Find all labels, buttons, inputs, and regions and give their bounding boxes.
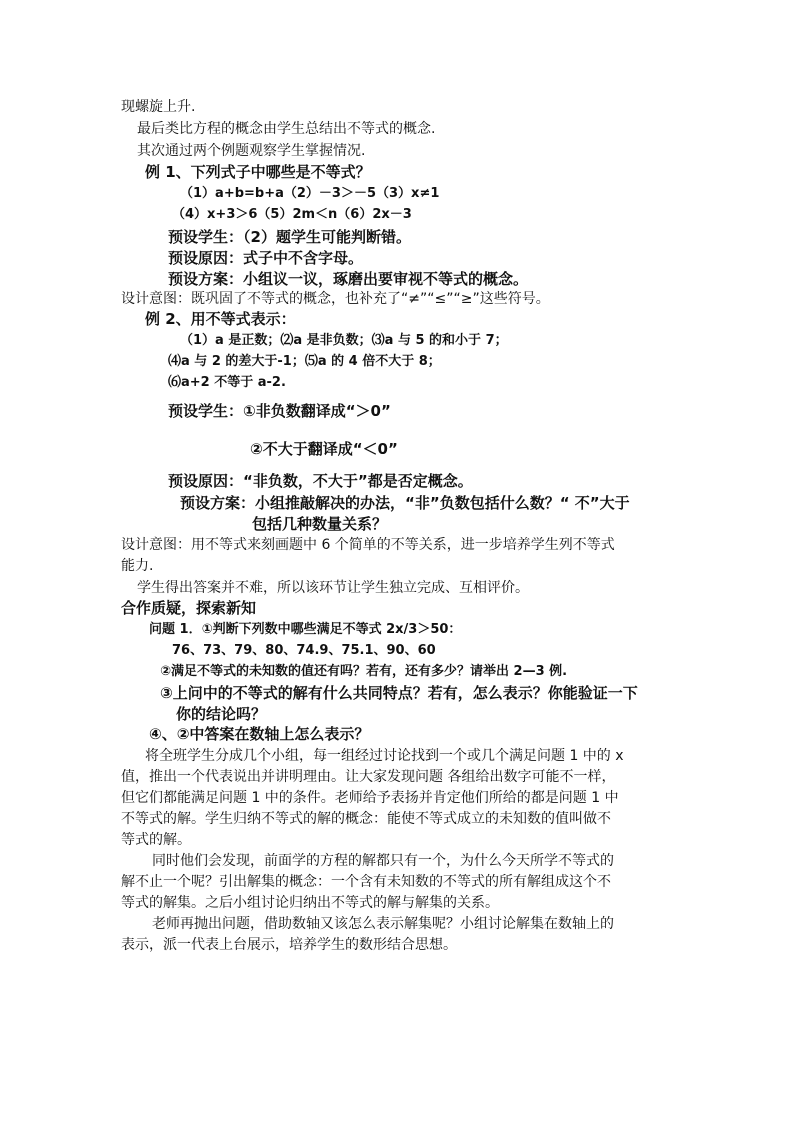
example-heading: 例 2、用不等式表示： <box>145 310 296 328</box>
text-line: ④、②中答案在数轴上怎么表示？ <box>149 725 370 743</box>
text-line: ②满足不等式的未知数的值还有吗？若有，还有多少？请举出 2—3 例. <box>160 664 568 679</box>
text-line: ③上问中的不等式的解有什么共同特点？若有，怎么表示？你能验证一下 <box>160 684 638 702</box>
text-line: 预设学生：①非负数翻译成“＞0” <box>168 402 391 420</box>
example-heading: 例 1、下列式子中哪些是不等式？ <box>145 163 371 181</box>
text-line: 能力. <box>121 558 154 574</box>
paragraph-line: 值，推出一个代表说出并讲明理由。让大家发现问题 各组给出数字可能不一样， <box>121 769 616 785</box>
text-line: 包括几种数量关系？ <box>252 515 388 533</box>
paragraph-line: 但它们都能满足问题 1 中的条件。老师给予表扬并肯定他们所给的都是问题 1 中 <box>121 790 619 806</box>
paragraph-line: 不等式的解。学生归纳不等式的解的概念：能使不等式成立的未知数的值叫做不 <box>121 811 611 827</box>
text-line: 预设原因：“非负数，不大于”都是否定概念。 <box>168 472 473 490</box>
text-line: 学生得出答案并不难，所以该环节让学生独立完成、互相评价。 <box>137 580 529 596</box>
paragraph-line: 表示，派一代表上台展示，培养学生的数形结合思想。 <box>121 937 457 953</box>
text-line: 76、73、79、80、74.9、75.1、90、60 <box>172 643 436 658</box>
section-heading: 合作质疑，探索新知 <box>121 599 257 617</box>
text-line: 最后类比方程的概念由学生总结出不等式的概念. <box>137 121 436 137</box>
text-line: 预设原因：式子中不含字母。 <box>168 249 364 267</box>
text-line: 预设方案：小组议一议，琢磨出要审视不等式的概念。 <box>168 270 529 288</box>
text-line: （1）a+b=b+a（2）－3＞－5（3）x≠1 <box>180 186 440 201</box>
paragraph-line: 解不止一个呢？引出解集的概念：一个含有未知数的不等式的所有解组成这个不 <box>121 874 611 890</box>
text-line: ⑷a 与 2 的差大于-1；⑸a 的 4 倍不大于 8； <box>168 354 441 369</box>
text-line: ⑹a+2 不等于 a-2. <box>168 375 286 390</box>
text-line: 你的结论吗？ <box>176 705 267 723</box>
text-line: 预设方案：小组推敲解决的办法，“非”负数包括什么数？“ 不”大于 <box>180 494 630 512</box>
paragraph-line: 同时他们会发现，前面学的方程的解都只有一个，为什么今天所学不等式的 <box>152 853 614 869</box>
paragraph-line: 将全班学生分成几个小组，每一组经过讨论找到一个或几个满足问题 1 中的 x <box>145 748 624 764</box>
problem-heading: 问题 1．①判断下列数中哪些满足不等式 2x/3＞50： <box>149 622 462 637</box>
text-line: （1）a 是正数；⑵a 是非负数；⑶a 与 5 的和小于 7； <box>180 333 508 348</box>
text-line: ②不大于翻译成“＜0” <box>250 440 398 458</box>
text-line: （4）x+3＞6（5）2m＜n（6）2x－3 <box>172 207 412 222</box>
paragraph-line: 等式的解。 <box>121 832 191 848</box>
text-line: 其次通过两个例题观察学生掌握情况. <box>137 143 366 159</box>
design-intent: 设计意图：既巩固了不等式的概念，也补充了“≠”“≤”“≥”这些符号。 <box>121 291 550 307</box>
paragraph-line: 等式的解集。之后小组讨论归纳出不等式的解与解集的关系。 <box>121 895 499 911</box>
text-line: 预设学生：（2）题学生可能判断错。 <box>168 228 411 246</box>
text-line: 现螺旋上升. <box>121 99 196 115</box>
design-intent: 设计意图：用不等式来刻画题中 6 个简单的不等关系，进一步培养学生列不等式 <box>121 537 615 553</box>
paragraph-line: 老师再抛出问题，借助数轴又该怎么表示解集呢？小组讨论解集在数轴上的 <box>152 916 614 932</box>
